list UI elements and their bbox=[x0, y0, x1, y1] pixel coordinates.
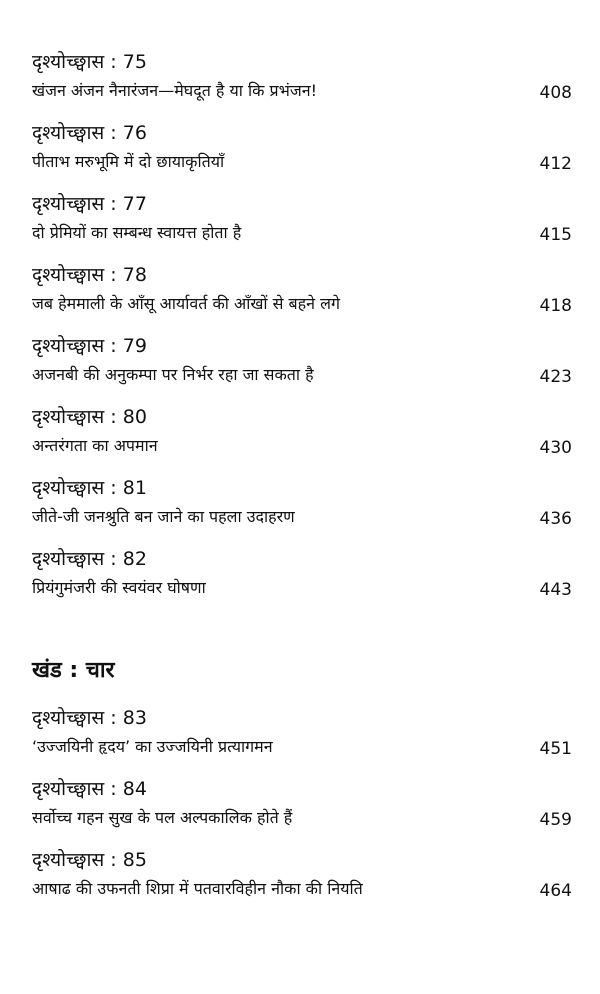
entry-page-number: 430 bbox=[539, 438, 572, 458]
entry-page-number: 423 bbox=[539, 367, 572, 387]
entry-title: आषाढ की उफनती शिप्रा में पतवारविहीन नौका की नियति bbox=[32, 879, 363, 898]
entry-title: दो प्रेमियों का सम्बन्ध स्वायत्त होता है bbox=[32, 223, 242, 242]
toc-entry bbox=[32, 121, 572, 192]
entry-page-number: 451 bbox=[539, 739, 572, 759]
entry-page-number: 459 bbox=[539, 810, 572, 830]
entry-title: खंजन अंजन नैनारंजन—मेघदूत है या कि प्रभंजन! bbox=[32, 81, 318, 100]
entry-page-number: 443 bbox=[539, 580, 572, 600]
entry-title: अजनबी की अनुकम्पा पर निर्भर रहा जा सकता है bbox=[32, 365, 314, 384]
entry-page-number: 436 bbox=[539, 509, 572, 529]
entry-heading: दृश्योच्छ्वास : 79 bbox=[32, 335, 147, 357]
toc-entry bbox=[32, 334, 572, 405]
toc-entry bbox=[32, 848, 572, 919]
entry-title: अन्तरंगता का अपमान bbox=[32, 436, 158, 455]
entry-title: पीताभ मरुभूमि में दो छायाकृतियाँ bbox=[32, 152, 225, 171]
toc-entry bbox=[32, 50, 572, 121]
toc-entry bbox=[32, 405, 572, 476]
entry-title: सर्वोच्च गहन सुख के पल अल्पकालिक होते हैं bbox=[32, 808, 293, 827]
entry-title: ‘उज्जयिनी हृदय’ का उज्जयिनी प्रत्यागमन bbox=[32, 737, 273, 756]
entry-heading: दृश्योच्छ्वास : 75 bbox=[32, 51, 147, 73]
entry-heading: दृश्योच्छ्वास : 76 bbox=[32, 122, 147, 144]
section-heading: खंड : चार bbox=[32, 658, 115, 683]
entry-heading: दृश्योच्छ्वास : 84 bbox=[32, 778, 147, 800]
toc-entry bbox=[32, 547, 572, 618]
entry-page-number: 418 bbox=[539, 296, 572, 316]
entry-heading: दृश्योच्छ्वास : 78 bbox=[32, 264, 147, 286]
toc-entry bbox=[32, 476, 572, 547]
toc-entry bbox=[32, 706, 572, 777]
entry-title: जीते-जी जनश्रुति बन जाने का पहला उदाहरण bbox=[32, 507, 295, 526]
entry-page-number: 412 bbox=[539, 154, 572, 174]
entry-page-number: 464 bbox=[539, 881, 572, 901]
entry-heading: दृश्योच्छ्वास : 77 bbox=[32, 193, 147, 215]
entry-heading: दृश्योच्छ्वास : 81 bbox=[32, 477, 147, 499]
entry-title: प्रियंगुमंजरी की स्वयंवर घोषणा bbox=[32, 578, 206, 597]
toc-entry bbox=[32, 263, 572, 334]
toc-section-four bbox=[32, 706, 572, 919]
entry-heading: दृश्योच्छ्वास : 80 bbox=[32, 406, 147, 428]
entry-page-number: 415 bbox=[539, 225, 572, 245]
toc-entry bbox=[32, 777, 572, 848]
entry-title: जब हेममाली के आँसू आर्यावर्त की आँखों से बहने लगे bbox=[32, 294, 340, 313]
entry-heading: दृश्योच्छ्वास : 83 bbox=[32, 707, 147, 729]
toc-section-three-continued bbox=[32, 50, 572, 618]
entry-heading: दृश्योच्छ्वास : 85 bbox=[32, 849, 147, 871]
toc-entry bbox=[32, 192, 572, 263]
entry-page-number: 408 bbox=[539, 83, 572, 103]
entry-heading: दृश्योच्छ्वास : 82 bbox=[32, 548, 147, 570]
